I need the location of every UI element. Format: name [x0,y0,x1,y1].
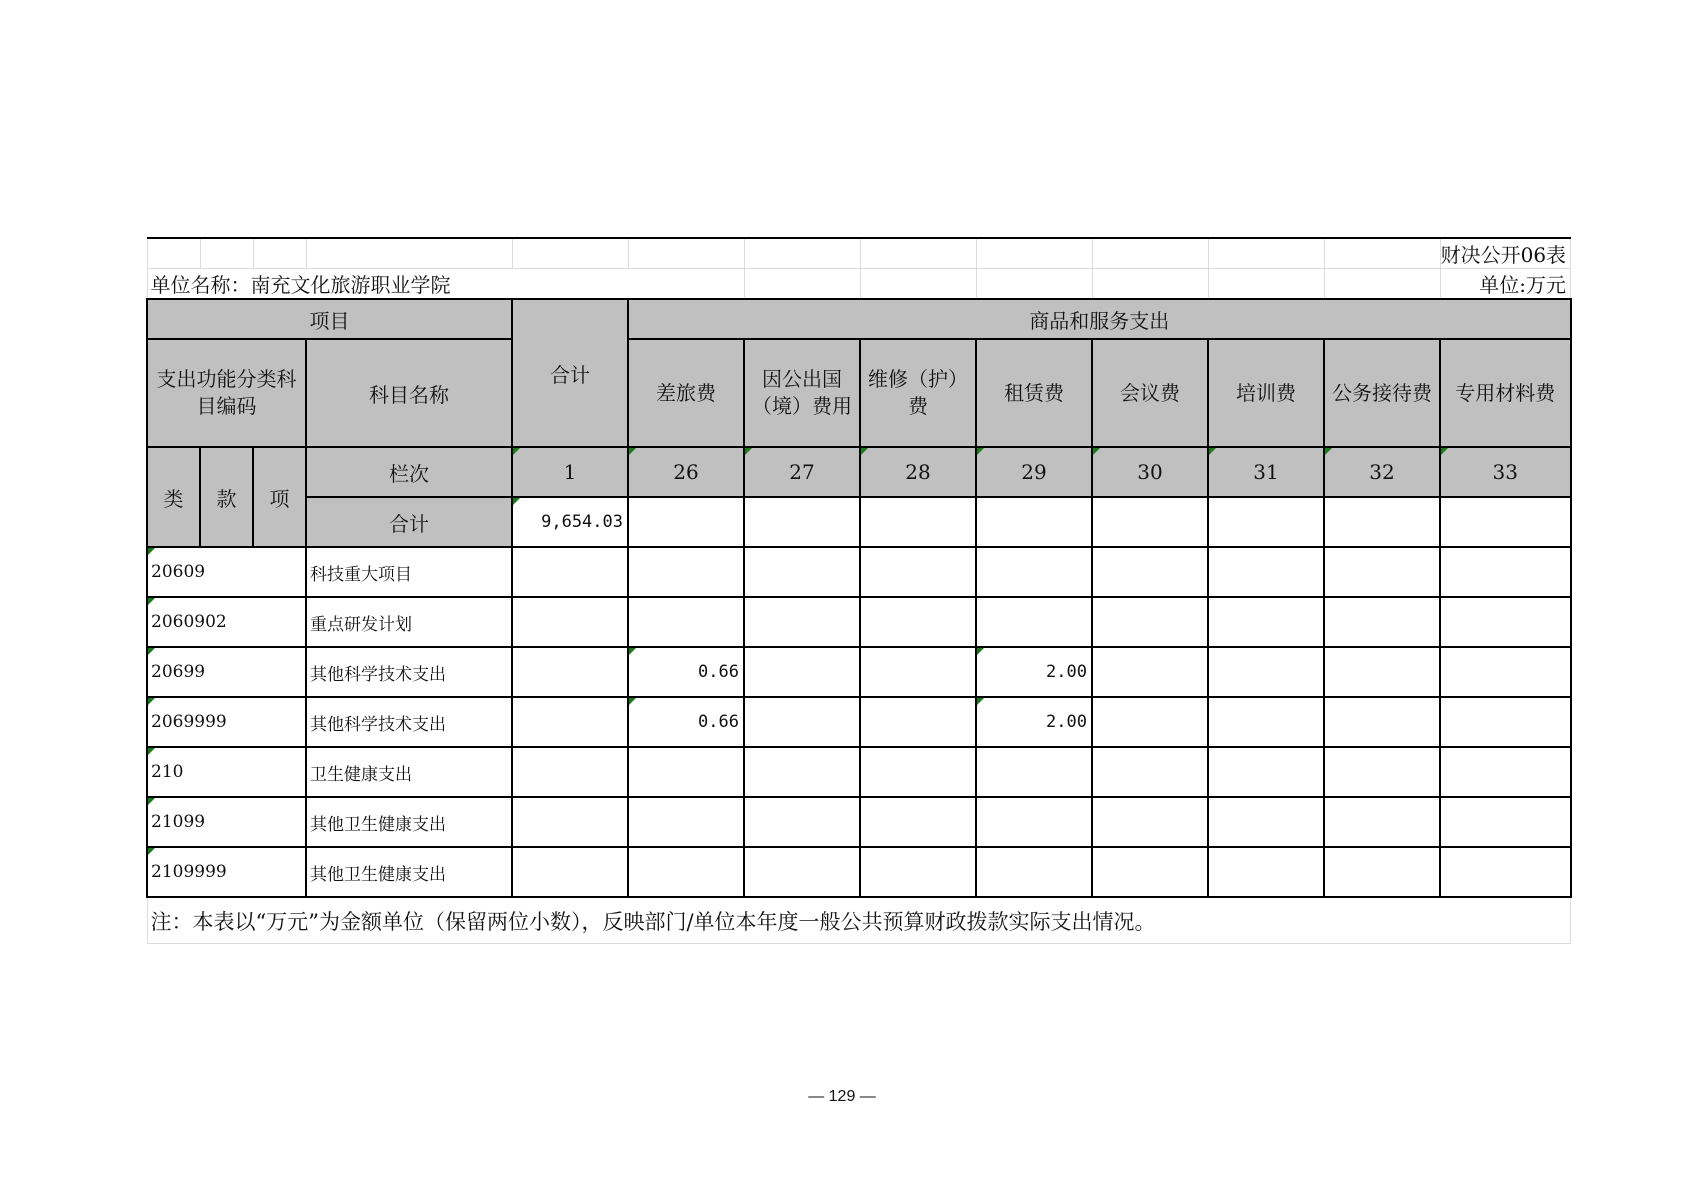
row-cell [1440,847,1571,897]
lanci-33: 33 [1440,447,1571,497]
row-cell [1092,597,1208,647]
row-cell [744,697,860,747]
header-col-31: 培训费 [1208,339,1324,447]
row-name: 科技重大项目 [306,547,512,597]
row-name: 重点研发计划 [306,597,512,647]
header-lanci: 栏次 [306,447,512,497]
row-cell [1440,797,1571,847]
row-col-29: 2.00 [976,697,1092,747]
unit-name: 单位名称：南充文化旅游职业学院 [147,269,744,300]
row-cell [1324,597,1440,647]
row-code: 20699 [147,647,306,697]
lanci-28: 28 [860,447,976,497]
row-code: 20609 [147,547,306,597]
table-row [147,647,1571,697]
header-heji: 合计 [306,497,512,547]
row-cell [860,647,976,697]
header-code-col: 支出功能分类科目编码 [147,339,306,447]
row-total [512,547,628,597]
row-col-26: 0.66 [628,697,744,747]
row-cell [860,597,976,647]
row-cell [1092,647,1208,697]
row-col-29 [976,747,1092,797]
header-lei: 类 [147,447,200,547]
row-name: 其他卫生健康支出 [306,797,512,847]
row-cell [1324,747,1440,797]
row-col-26 [628,597,744,647]
table-row [147,597,1571,647]
row-total [512,647,628,697]
row-cell [744,647,860,697]
row-col-29 [976,597,1092,647]
row-cell [1092,747,1208,797]
row-cell [1208,747,1324,797]
unit-label: 单位:万元 [1440,269,1571,300]
lanci-total: 1 [512,447,628,497]
row-cell [1440,597,1571,647]
page-number: — 129 — [808,1088,876,1105]
row-code: 21099 [147,797,306,847]
row-cell [1324,697,1440,747]
row-cell [1440,547,1571,597]
lanci-26: 26 [628,447,744,497]
table-row [147,797,1571,847]
row-cell [1208,647,1324,697]
lanci-27: 27 [744,447,860,497]
row-name: 卫生健康支出 [306,747,512,797]
row-cell [1208,547,1324,597]
row-cell [860,797,976,847]
row-cell [744,547,860,597]
header-name-col: 科目名称 [306,339,512,447]
header-col-27: 因公出国（境）费用 [744,339,860,447]
header-col-30: 会议费 [1092,339,1208,447]
row-code: 2069999 [147,697,306,747]
row-cell [860,547,976,597]
row-col-29: 2.00 [976,647,1092,697]
final-accounts-table [146,237,1572,944]
header-col-33: 专用材料费 [1440,339,1571,447]
row-code: 210 [147,747,306,797]
row-total [512,797,628,847]
row-col-29 [976,797,1092,847]
row-cell [1208,597,1324,647]
row-cell [1208,847,1324,897]
table-body [147,547,1571,897]
row-name: 其他科学技术支出 [306,697,512,747]
row-name: 其他科学技术支出 [306,647,512,697]
lanci-32: 32 [1324,447,1440,497]
header-total: 合计 [512,299,628,447]
row-cell [1440,697,1571,747]
row-cell [1440,647,1571,697]
header-col-29: 租赁费 [976,339,1092,447]
row-cell [1092,847,1208,897]
row-col-29 [976,847,1092,897]
header-col-28: 维修（护）费 [860,339,976,447]
row-cell [744,847,860,897]
row-cell [1092,547,1208,597]
header-project: 项目 [147,299,512,339]
row-col-26 [628,797,744,847]
row-cell [1092,797,1208,847]
row-cell [1208,697,1324,747]
table-row [147,697,1571,747]
lanci-31: 31 [1208,447,1324,497]
row-code: 2060902 [147,597,306,647]
row-code: 2109999 [147,847,306,897]
row-total [512,747,628,797]
table-row [147,847,1571,897]
row-cell [860,747,976,797]
row-col-26 [628,547,744,597]
row-cell [1324,847,1440,897]
table-note: 注：本表以“万元”为金额单位（保留两位小数），反映部门/单位本年度一般公共预算财政拨款实际支出情况。 [147,897,1571,944]
row-cell [1208,797,1324,847]
row-cell [1324,547,1440,597]
lanci-30: 30 [1092,447,1208,497]
row-col-26 [628,847,744,897]
table-number: 财决公开06表 [1440,238,1571,269]
row-cell [744,597,860,647]
table-row [147,747,1571,797]
header-kuan: 款 [200,447,253,547]
row-col-26: 0.66 [628,647,744,697]
row-col-29 [976,547,1092,597]
row-cell [744,797,860,847]
row-cell [1324,797,1440,847]
row-cell [1324,647,1440,697]
row-cell [860,847,976,897]
header-col-32: 公务接待费 [1324,339,1440,447]
row-cell [860,697,976,747]
row-total [512,597,628,647]
row-total [512,697,628,747]
header-goods-services: 商品和服务支出 [628,299,1571,339]
row-col-26 [628,747,744,797]
row-cell [1092,697,1208,747]
header-xiang: 项 [253,447,306,547]
table-row [147,547,1571,597]
row-cell [744,747,860,797]
header-col-26: 差旅费 [628,339,744,447]
row-cell [1440,747,1571,797]
total-value: 9,654.03 [512,497,628,547]
row-total [512,847,628,897]
row-name: 其他卫生健康支出 [306,847,512,897]
lanci-29: 29 [976,447,1092,497]
